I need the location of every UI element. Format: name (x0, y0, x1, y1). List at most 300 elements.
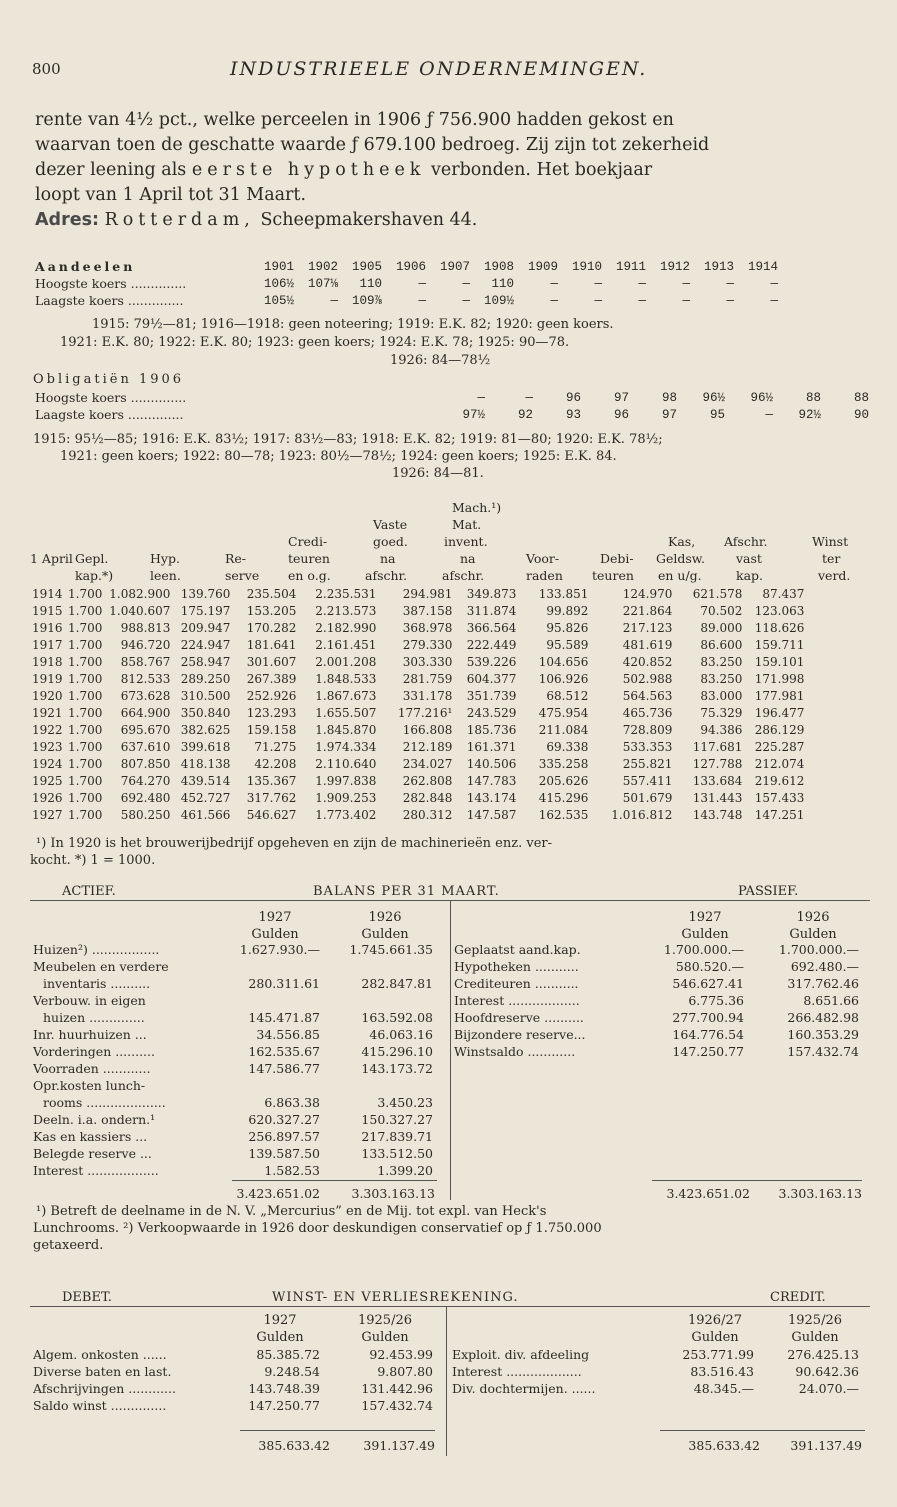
col-header-machines-4: na (460, 551, 476, 566)
actief-label: ACTIEF. (62, 884, 116, 899)
list-item (33, 976, 438, 993)
list-item (33, 1010, 438, 1027)
value-cell: 166.808 (402, 722, 453, 737)
value-cell: 461.566 (180, 807, 231, 822)
value-cell: 211.084 (538, 722, 589, 737)
item-label: Kas en kassiers ... (33, 1129, 148, 1144)
running-title: INDUSTRIEELE ONDERNEMINGEN. (230, 58, 648, 80)
col-header-machines: Mach.¹) (452, 500, 502, 515)
list-item (452, 1347, 864, 1364)
obligatien-note-2: 1921: geen koers; 1922: 80—78; 1923: 80½—78½; 1924: geen koers; 1925: E.K. 84. (60, 449, 617, 464)
table-row (30, 636, 806, 653)
value-cell: 294.981 (402, 586, 453, 601)
value-cell: 225.287 (754, 739, 805, 754)
list-item (33, 942, 438, 959)
value-cell: 1.700 (68, 671, 103, 686)
table-row (30, 619, 806, 636)
year-cell: 1914 (747, 259, 778, 274)
balans-divider (450, 900, 451, 1200)
value-cell: 147.251 (754, 807, 805, 822)
col-header-reserve-2: serve (225, 568, 260, 583)
value-cell: 728.809 (622, 722, 673, 737)
value-cell: 1.016.812 (611, 807, 673, 822)
value-cell: 368.978 (402, 620, 453, 635)
item-label: Meubelen en verdere (33, 959, 169, 974)
aandeelen-years-row (33, 258, 780, 275)
item-value: 163.592.08 (361, 1010, 433, 1025)
list-item (33, 959, 438, 976)
year-cell: 1902 (307, 259, 338, 274)
price-cell: 106½ (263, 276, 294, 291)
item-value: 1.627.930.— (239, 942, 320, 957)
price-cell: — (770, 276, 778, 291)
year-cell: 1923 (32, 739, 63, 754)
value-cell: 280.312 (402, 807, 453, 822)
item-value: 157.432.74 (361, 1398, 433, 1413)
item-label: Verbouw. in eigen (33, 993, 146, 1008)
value-cell: 140.506 (466, 756, 517, 771)
item-label: inventaris .......... (43, 976, 151, 991)
value-cell: 1.700 (68, 722, 103, 737)
value-cell: 501.679 (622, 790, 673, 805)
list-item (33, 1027, 438, 1044)
value-cell: 104.656 (538, 654, 589, 669)
value-cell: 533.353 (622, 739, 673, 754)
value-cell: 349.873 (466, 586, 517, 601)
value-cell: 1.845.870 (315, 722, 377, 737)
price-cell: — (638, 276, 646, 291)
value-cell: 604.377 (466, 671, 517, 686)
col-header-reserve: Re- (225, 551, 247, 566)
list-item (33, 1044, 438, 1061)
price-cell: — (726, 276, 734, 291)
item-value: 256.897.57 (248, 1129, 320, 1144)
year-cell: 1919 (32, 671, 63, 686)
item-label: Crediteuren ........... (454, 976, 579, 991)
year-cell: 1906 (395, 259, 426, 274)
value-cell: 212.189 (402, 739, 453, 754)
balans-footnote-2: Lunchrooms. ²) Verkoopwaarde in 1926 door deskundigen conservatief op ƒ 1.750.000 (33, 1221, 602, 1236)
list-item (33, 1078, 438, 1095)
actief-total-1927: 3.423.651.02 (236, 1186, 320, 1201)
col-header-crediteuren: Credi- (288, 534, 328, 549)
value-cell: 177.216¹ (397, 705, 453, 720)
item-value: 143.173.72 (361, 1061, 433, 1076)
aandeelen-hoogste-row (33, 275, 780, 292)
col-header-hyp-2: leen. (150, 568, 181, 583)
value-cell: 133.851 (538, 586, 589, 601)
col-header-afschr: Afschr. (724, 534, 768, 549)
credit-total-rule (660, 1430, 865, 1431)
value-cell: 99.892 (546, 603, 589, 618)
value-cell: 117.681 (692, 739, 743, 754)
value-cell: 123.063 (754, 603, 805, 618)
item-value: 147.250.77 (248, 1398, 320, 1413)
item-label: Huizen²) ................. (33, 942, 160, 957)
price-cell: 96½ (750, 390, 773, 405)
price-cell: 93 (565, 407, 581, 422)
list-item (454, 993, 864, 1010)
value-cell: 399.618 (180, 739, 231, 754)
price-cell: 98 (661, 390, 677, 405)
value-cell: 224.947 (180, 637, 231, 652)
col-header-afschr-3: kap. (736, 568, 764, 583)
value-cell: 311.874 (466, 603, 517, 618)
item-value: 90.642.36 (795, 1364, 859, 1379)
col-header-kas-3: en u/g. (658, 568, 702, 583)
list-item (33, 1381, 438, 1398)
row-label: Laagste koers .............. (35, 293, 184, 308)
price-cell: — (550, 293, 558, 308)
price-cell: 92 (517, 407, 533, 422)
value-cell: 71.275 (254, 739, 297, 754)
item-value: 145.471.87 (248, 1010, 320, 1025)
year-cell: 1920 (32, 688, 63, 703)
year-cell: 1917 (32, 637, 63, 652)
value-cell: 317.762 (246, 790, 297, 805)
value-cell: 118.626 (754, 620, 805, 635)
actief-year-1927: 1927 (258, 910, 292, 925)
value-cell: 366.564 (466, 620, 517, 635)
col-header-afschr-2: vast (736, 551, 762, 566)
value-cell: 1.700 (68, 773, 103, 788)
item-value: 133.512.50 (361, 1146, 433, 1161)
passief-total-rule (652, 1180, 862, 1181)
list-item (454, 1010, 864, 1027)
value-cell: 281.759 (402, 671, 453, 686)
item-value: 150.327.27 (361, 1112, 433, 1127)
item-label: Algem. onkosten ...... (33, 1347, 167, 1362)
item-value: 162.535.67 (248, 1044, 320, 1059)
value-cell: 221.864 (622, 603, 673, 618)
value-cell: 123.293 (246, 705, 297, 720)
value-cell: 94.386 (700, 722, 743, 737)
item-value: 46.063.16 (369, 1027, 433, 1042)
value-cell: 135.367 (246, 773, 297, 788)
price-cell: 109⅞ (351, 293, 382, 308)
table-row (30, 721, 806, 738)
value-cell: 83.250 (700, 654, 743, 669)
col-header-voorraden-2: raden (526, 568, 563, 583)
obligatien-table (33, 389, 871, 423)
year-cell: 1914 (32, 586, 63, 601)
value-cell: 70.502 (700, 603, 743, 618)
item-value: 160.353.29 (787, 1027, 859, 1042)
value-cell: 159.711 (754, 637, 805, 652)
value-cell: 147.783 (466, 773, 517, 788)
list-item (454, 942, 864, 959)
price-cell: 105½ (263, 293, 294, 308)
address-label: Adres: (35, 210, 99, 230)
value-cell: 68.512 (546, 688, 589, 703)
value-cell: 580.250 (120, 807, 171, 822)
item-label: huizen .............. (43, 1010, 145, 1025)
list-item (452, 1364, 864, 1381)
value-cell: 664.900 (120, 705, 171, 720)
value-cell: 1.700 (68, 688, 103, 703)
item-value: 317.762.46 (787, 976, 859, 991)
year-cell: 1927 (32, 807, 63, 822)
value-cell: 162.535 (538, 807, 589, 822)
balans-title: BALANS PER 31 MAART. (313, 884, 500, 899)
price-cell: 96 (565, 390, 581, 405)
price-cell: 107⅛ (307, 276, 338, 291)
item-value: 253.771.99 (682, 1347, 754, 1362)
list-item (33, 1398, 438, 1415)
item-value: 282.847.81 (361, 976, 433, 991)
value-cell: 279.330 (402, 637, 453, 652)
credit-total-b: 391.137.49 (790, 1438, 862, 1453)
value-cell: 564.563 (622, 688, 673, 703)
col-header-kas: Kas, (668, 534, 696, 549)
actief-total-1926: 3.303.163.13 (351, 1186, 435, 1201)
value-cell: 1.773.402 (315, 807, 377, 822)
col-header-voorraden: Voor- (526, 551, 560, 566)
passief-year-1927: 1927 (688, 910, 722, 925)
list-item (33, 1095, 438, 1112)
list-item (33, 1163, 438, 1180)
value-cell: 177.981 (754, 688, 805, 703)
debet-label: DEBET. (62, 1290, 112, 1305)
item-label: Interest ................... (452, 1364, 582, 1379)
debet-total-a: 385.633.42 (258, 1438, 330, 1453)
item-value: 3.450.23 (377, 1095, 433, 1110)
list-item (33, 993, 438, 1010)
credit-total-a: 385.633.42 (688, 1438, 760, 1453)
value-cell: 1.700 (68, 586, 103, 601)
row-label: Hoogste koers .............. (35, 390, 187, 405)
item-label: Deeln. i.a. ondern.¹ (33, 1112, 156, 1127)
year-cell: 1915 (32, 603, 63, 618)
aandeelen-note-3: 1926: 84—78½ (390, 353, 491, 368)
value-cell: 475.954 (538, 705, 589, 720)
table-row (30, 585, 806, 602)
price-cell: 92½ (798, 407, 821, 422)
debet-unit-a: Gulden (256, 1330, 304, 1345)
value-cell: 75.329 (700, 705, 743, 720)
col-header-capital-2: kap.*) (75, 568, 114, 583)
value-cell: 2.182.990 (315, 620, 377, 635)
value-cell: 418.138 (180, 756, 231, 771)
year-cell: 1918 (32, 654, 63, 669)
passief-unit-1926: Gulden (789, 927, 837, 942)
item-value: 131.442.96 (361, 1381, 433, 1396)
item-label: Exploit. div. afdeeling (452, 1347, 590, 1362)
value-cell: 212.074 (754, 756, 805, 771)
value-cell: 1.082.900 (109, 586, 171, 601)
item-label: Hoofdreserve .......... (454, 1010, 584, 1025)
col-header-crediteuren-2: teuren (288, 551, 330, 566)
value-cell: 131.443 (692, 790, 743, 805)
item-value: 546.627.41 (672, 976, 744, 991)
financial-footnote-2: kocht. *) 1 = 1000. (30, 853, 156, 868)
price-cell: — (550, 276, 558, 291)
intro-line-4: loopt van 1 April tot 31 Maart. (35, 185, 307, 205)
col-header-year: 1 April (30, 551, 73, 566)
table-row (30, 602, 806, 619)
value-cell: 222.449 (466, 637, 517, 652)
item-value: 83.516.43 (690, 1364, 754, 1379)
value-cell: 1.700 (68, 807, 103, 822)
value-cell: 1.700 (68, 637, 103, 652)
value-cell: 234.027 (402, 756, 453, 771)
balans-footnote-1: ¹) Betreft de deelname in de N. V. „Mercurius” en de Mij. tot expl. van Heck's (36, 1204, 547, 1219)
row-label: Laagste koers .............. (35, 407, 184, 422)
value-cell: 124.970 (622, 586, 673, 601)
value-cell: 95.589 (546, 637, 589, 652)
value-cell: 282.848 (402, 790, 453, 805)
credit-label: CREDIT. (770, 1290, 826, 1305)
item-value: 277.700.94 (672, 1010, 744, 1025)
price-cell: 109½ (483, 293, 514, 308)
credit-year-b: 1925/26 (787, 1313, 842, 1328)
value-cell: 143.174 (466, 790, 517, 805)
list-item (454, 1027, 864, 1044)
value-cell: 637.610 (120, 739, 171, 754)
financial-footnote-1: ¹) In 1920 is het brouwerijbedrijf opgeheven en zijn de machinerieën enz. ver- (36, 836, 553, 851)
price-cell: — (330, 293, 338, 308)
item-label: Vorderingen .......... (33, 1044, 155, 1059)
item-value: 1.700.000.— (663, 942, 744, 957)
table-row (30, 772, 806, 789)
year-cell: 1905 (351, 259, 382, 274)
value-cell: 217.123 (622, 620, 673, 635)
value-cell: 1.700 (68, 756, 103, 771)
price-cell: 90 (853, 407, 869, 422)
table-row (30, 704, 806, 721)
table-row (30, 670, 806, 687)
value-cell: 289.250 (180, 671, 231, 686)
value-cell: 83.000 (700, 688, 743, 703)
item-label: Bijzondere reserve... (454, 1027, 586, 1042)
table-row (30, 653, 806, 670)
item-value: 24.070.— (798, 1381, 859, 1396)
col-header-capital: Gepl. (75, 551, 109, 566)
col-header-machines-3: invent. (444, 534, 488, 549)
passief-total-1926: 3.303.163.13 (778, 1186, 862, 1201)
value-cell: 557.411 (622, 773, 673, 788)
value-cell: 1.997.838 (315, 773, 377, 788)
col-header-vaste-goed-3: na (380, 551, 396, 566)
price-cell: — (638, 293, 646, 308)
item-value: 1.700.000.— (778, 942, 859, 957)
item-value: 8.651.66 (803, 993, 859, 1008)
value-cell: 133.684 (692, 773, 743, 788)
list-item (33, 1146, 438, 1163)
aandeelen-note-1: 1915: 79½—81; 1916—1918: geen noteering; 1919: E.K. 82; 1920: geen koers. (92, 317, 614, 332)
price-cell: 97½ (462, 407, 485, 422)
value-cell: 106.926 (538, 671, 589, 686)
item-value: 620.327.27 (248, 1112, 320, 1127)
value-cell: 764.270 (120, 773, 171, 788)
year-cell: 1912 (659, 259, 690, 274)
item-value: 157.432.74 (787, 1044, 859, 1059)
year-cell: 1922 (32, 722, 63, 737)
value-cell: 1.909.253 (315, 790, 377, 805)
item-value: 280.311.61 (248, 976, 320, 991)
value-cell: 1.700 (68, 705, 103, 720)
value-cell: 812.533 (120, 671, 171, 686)
item-label: Interest .................. (454, 993, 580, 1008)
item-label: rooms .................... (43, 1095, 166, 1110)
item-value: 139.587.50 (248, 1146, 320, 1161)
intro-line-2: waarvan toen de geschatte waarde ƒ 679.100 bedroeg. Zij zijn tot zekerheid (35, 135, 710, 155)
price-cell: 97 (613, 390, 629, 405)
col-header-winst-3: verd. (818, 568, 851, 583)
year-cell: 1921 (32, 705, 63, 720)
price-cell: 96½ (702, 390, 725, 405)
intro-line-1: rente van 4½ pct., welke perceelen in 1906 ƒ 756.900 hadden gekost en (35, 110, 674, 130)
value-cell: 807.850 (120, 756, 171, 771)
value-cell: 262.808 (402, 773, 453, 788)
list-item (452, 1381, 864, 1398)
value-cell: 2.161.451 (315, 637, 377, 652)
item-value: 6.775.36 (688, 993, 744, 1008)
item-label: Interest .................. (33, 1163, 159, 1178)
value-cell: 153.205 (246, 603, 297, 618)
value-cell: 86.600 (700, 637, 743, 652)
value-cell: 171.998 (754, 671, 805, 686)
item-label: Diverse baten en last. (33, 1364, 172, 1379)
year-cell: 1901 (263, 259, 294, 274)
item-label: Hypotheken ........... (454, 959, 579, 974)
item-value: 276.425.13 (787, 1347, 859, 1362)
value-cell: 286.129 (754, 722, 805, 737)
value-cell: 1.867.673 (315, 688, 377, 703)
winst-top-rule (30, 1306, 870, 1307)
item-value: 34.556.85 (256, 1027, 320, 1042)
value-cell: 175.197 (180, 603, 231, 618)
price-cell: — (418, 293, 426, 308)
price-cell: — (682, 276, 690, 291)
item-value: 266.482.98 (787, 1010, 859, 1025)
debet-total-b: 391.137.49 (363, 1438, 435, 1453)
year-cell: 1908 (483, 259, 514, 274)
value-cell: 546.627 (246, 807, 297, 822)
value-cell: 143.748 (692, 807, 743, 822)
value-cell: 350.840 (180, 705, 231, 720)
item-value: 92.453.99 (369, 1347, 433, 1362)
value-cell: 157.433 (754, 790, 805, 805)
price-cell: 88 (853, 390, 869, 405)
item-value: 147.250.77 (672, 1044, 744, 1059)
value-cell: 988.813 (120, 620, 171, 635)
value-cell: 1.700 (68, 790, 103, 805)
item-value: 1.745.661.35 (349, 942, 433, 957)
price-cell: 110 (359, 276, 382, 291)
col-header-machines-5: afschr. (442, 568, 485, 583)
intro-line-3: dezer leening als eerste hypotheek verbonden. Het boekjaar (35, 160, 653, 180)
col-header-debiteuren-2: teuren (592, 568, 634, 583)
value-cell: 692.480 (120, 790, 171, 805)
value-cell: 127.788 (692, 756, 743, 771)
credit-unit-b: Gulden (791, 1330, 839, 1345)
price-cell: 110 (491, 276, 514, 291)
value-cell: 351.739 (466, 688, 517, 703)
value-cell: 673.628 (120, 688, 171, 703)
price-cell: — (726, 293, 734, 308)
item-label: Winstsaldo ............ (454, 1044, 576, 1059)
credit-year-a: 1926/27 (687, 1313, 742, 1328)
list-item (454, 976, 864, 993)
value-cell: 2.001.208 (315, 654, 377, 669)
col-header-kas-2: Geldsw. (656, 551, 705, 566)
obligatien-hoogste-row (33, 389, 871, 406)
debet-year-b: 1925/26 (357, 1313, 412, 1328)
item-label: Geplaatst aand.kap. (454, 942, 581, 957)
actief-unit-1926: Gulden (361, 927, 409, 942)
item-value: 147.586.77 (248, 1061, 320, 1076)
